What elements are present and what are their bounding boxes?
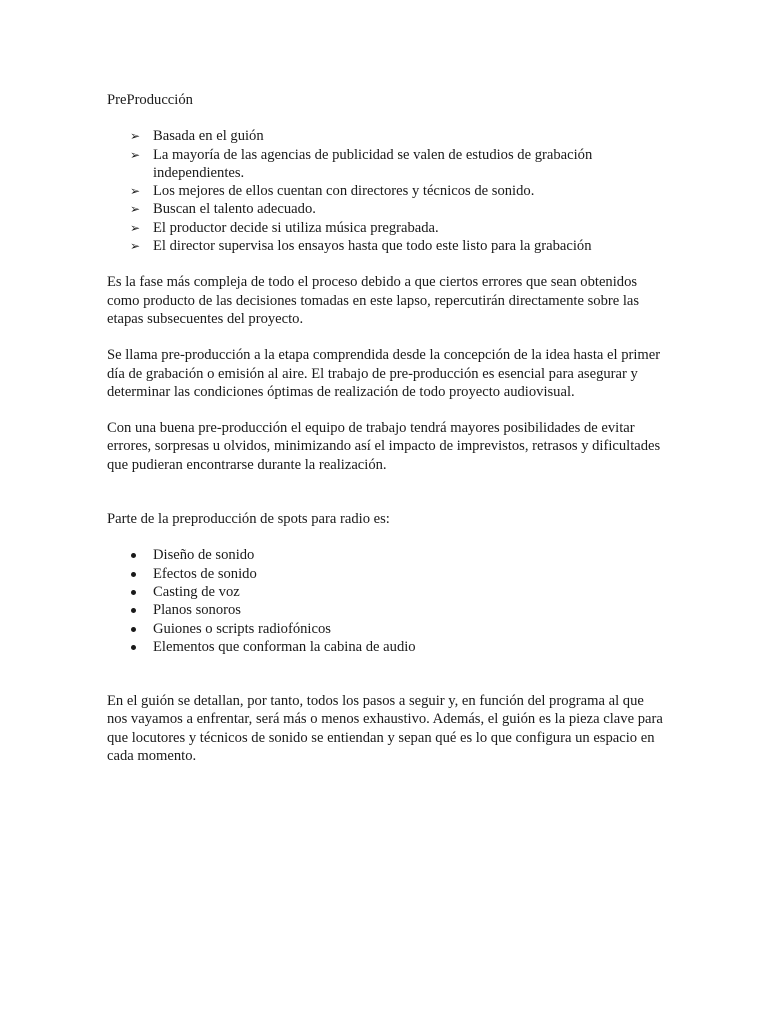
blank-line: [107, 656, 667, 674]
arrow-bullet-icon: ➢: [130, 184, 141, 199]
bullet-list-item: Guiones o scripts radiofónicos: [107, 620, 667, 638]
document-page: [107, 91, 667, 765]
arrow-bullet-icon: ➢: [130, 220, 141, 235]
arrow-list-item: ➢ Los mejores de ellos cuentan con directores y técnicos de sonido.: [130, 183, 535, 200]
bullet-dot-icon: [131, 572, 136, 577]
bullet-dot-icon: [131, 627, 136, 632]
blank-line: [107, 474, 667, 492]
body-paragraph: Se llama pre-producción a la etapa comprendida desde la concepción de la idea hasta el primer día de grabación o emisión al aire. El trabajo de pre-producción es esencial para asegurar y determinar las condiciones óptimas de realización de todo proyecto audiovisual.: [107, 347, 661, 400]
arrow-bullet-icon: ➢: [130, 147, 141, 162]
bullet-list-item: Diseño de sonido: [107, 546, 667, 564]
preproduction-arrow-list: [107, 127, 667, 255]
bullet-list-item: Planos sonoros: [107, 601, 667, 619]
spots-bullet-list: [107, 546, 667, 656]
bullet-dot-icon: [131, 590, 136, 595]
page-title: PreProducción: [107, 92, 193, 108]
closing-paragraph: En el guión se detallan, por tanto, todos los pasos a seguir y, en función del programa al que nos vayamos a enfrentar, será más o menos exhaustivo. Además, el guión es la pieza clave para que locutores y técnicos de sonido se entiendan y sepan qué es lo que configura un espacio en cada momento.: [107, 693, 663, 765]
bullet-dot-icon: [131, 608, 136, 613]
arrow-list-item: ➢ El productor decide si utiliza música pregrabada.: [130, 219, 439, 236]
body-paragraph: Con una buena pre-producción el equipo de trabajo tendrá mayores posibilidades de evitar errores, sorpresas u olvidos, minimizando así el impacto de imprevistos, retrasos y dificultades que pudieran encontrarse durante la realización.: [107, 420, 661, 473]
arrow-list-item: ➢ Basada en el guión: [130, 128, 264, 145]
arrow-bullet-icon: ➢: [130, 202, 141, 217]
bullet-list-item: Efectos de sonido: [107, 565, 667, 583]
bullet-dot-icon: [131, 553, 136, 558]
arrow-list-item: ➢ Buscan el talento adecuado.: [130, 201, 316, 218]
spots-intro: Parte de la preproducción de spots para radio es:: [107, 511, 390, 528]
bullet-list-item: Casting de voz: [107, 583, 667, 601]
arrow-bullet-icon: ➢: [130, 129, 141, 144]
arrow-bullet-icon: ➢: [130, 239, 141, 254]
bullet-list-item: Elementos que conforman la cabina de audio: [107, 638, 667, 656]
bullet-dot-icon: [131, 645, 136, 650]
arrow-list-item: ➢ La mayoría de las agencias de publicidad se valen de estudios de grabación independientes.: [130, 146, 593, 181]
arrow-list-item: ➢ El director supervisa los ensayos hasta que todo este listo para la grabación: [130, 238, 592, 255]
body-paragraph: Es la fase más compleja de todo el proceso debido a que ciertos errores que sean obtenidos como producto de las decisiones tomadas en este lapso, repercutirán directamente sobre las etapas subsecuentes del proyecto.: [107, 274, 640, 327]
